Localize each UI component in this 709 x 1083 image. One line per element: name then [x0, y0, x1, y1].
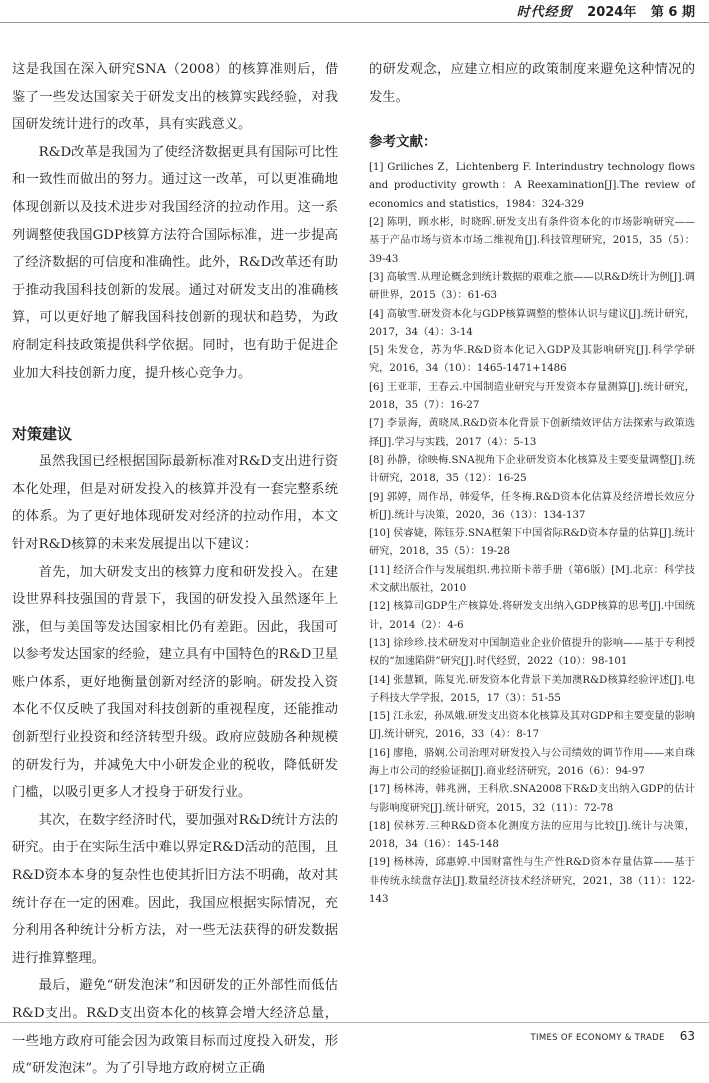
reference-item: [5] 朱发仓，苏为华.R&D资本化记入GDP及其影响研究[J].科学学研究，2016，34（10）：1465-1471+1486	[369, 345, 695, 375]
body-paragraph: 虽然我国已经根据国际最新标准对R&D支出进行资本化处理，但是对研发投入的核算并没有一套完整系统的体系。为了更好地体现研发对经济的拉动作用，本文针对R&D核算的未来发展提出以下建议：	[12, 454, 338, 552]
issue-number: 第 6 期	[650, 5, 695, 20]
reference-item: [13] 徐珍珍.技术研发对中国制造业企业价值提升的影响——基于专利授权的“加速陷阱”研究[J].时代经贸，2022（10）：98-101	[369, 637, 695, 668]
body-paragraph: 其次，在数字经济时代，要加强对R&D统计方法的研究。由于在实际生活中难以界定R&D活动的范围，且R&D资本本身的复杂性也使其折旧方法不明确，故对其统计存在一定的困难。因此，我国应根据实际情况，充分利用各种统计分析方法，对一些无法获得的研发数据进行推算整理。	[12, 812, 338, 966]
body-paragraph: 这是我国在深入研究SNA（2008）的核算准则后，借鉴了一些发达国家关于研发支出的核算实践经验，对我国研发统计进行的改革，具有实践意义。	[12, 62, 338, 133]
reference-item: [19] 杨林涛，邱惠婷.中国财富性与生产性R&D资本存量估算——基于非传统永续盘存法[J].数量经济技术经济研究，2021，38（11）：122-143	[369, 857, 695, 906]
page-footer	[531, 1025, 695, 1041]
reference-item: [3] 高敏雪.从理论概念到统计数据的艰难之旅——以R&D统计为例[J].调研世界，2015（3）：61-63	[369, 271, 695, 302]
body-paragraph: 首先，加大研发支出的核算力度和研发投入。在建设世界科技强国的背景下，我国的研发投入虽然逐年上涨，但与美国等发达国家相比仍有差距。因此，我国可以参考发达国家的经验，建立具有中国特色的R&D卫星账户体系，更好地衡量创新对经济的影响。研发投入资本化不仅反映了我国对科技创新的重视程度，还能推动创新型行业投资和经济转型升级。政府应鼓励各种规模的研发行为，并减免大中小研发企业的税收，降低研发门槛，以吸引更多人才投身于研发行业。	[12, 564, 338, 801]
reference-item: [14] 张慧颖，陈复光.研发资本化背景下美加澳R&D核算经验评述[J].电子科技大学学报，2015，17（3）：51-55	[369, 674, 695, 704]
left-column	[12, 56, 338, 1083]
masthead	[517, 1, 695, 21]
body-paragraph: R&D改革是我国为了使经济数据更具有国际可比性和一致性而做出的努力。通过这一改革，可以更准确地体现创新以及技术进步对我国经济的拉动作用。这一系列调整使我国GDP核算方法符合国际标准，进一步提高了经济数据的可信度和准确性。此外，R&D改革还有助于推动我国科技创新的发展。通过对研发支出的准确核算，可以更好地了解我国科技创新的现状和趋势，为政府制定科技政策提供科学依据。同时，也有助于促进企业加大科技创新力度，提升核心竞争力。	[12, 144, 338, 381]
body-paragraph-continued: 的研发观念，应建立相应的政策制度来避免这种情况的发生。	[369, 62, 695, 105]
reference-item: [1] Griliches Z，Lichtenberg F. Interindustry technology flows and productivity growth：A Reexamination[J].The review of economics and statistics，1984：324-329	[369, 162, 695, 210]
reference-item: [12] 核算司GDP生产核算处.将研发支出纳入GDP核算的思考[J].中国统计，2014（2）：4-6	[369, 601, 695, 631]
reference-item: [17] 杨林涛，韩兆洲，王科欣.SNA2008下R&D支出纳入GDP的估计与影响度研究[J].统计研究，2015，32（11）：72-78	[369, 784, 695, 814]
reference-item: [16] 廖艳，骆娴.公司治理对研发投入与公司绩效的调节作用——来自珠海上市公司的经验证据[J].商业经济研究，2016（6）：94-97	[369, 747, 695, 777]
reference-item: [4] 高敏雪.研发资本化与GDP核算调整的整体认识与建议[J].统计研究，2017，34（4）：3-14	[369, 308, 695, 338]
references-heading: 参考文献：	[369, 134, 437, 151]
reference-item: [11] 经济合作与发展组织.弗拉斯卡蒂手册（第6版）[M].北京：科学技术文献出版社，2010	[369, 564, 695, 595]
issue-year: 2024年	[587, 5, 637, 20]
page-header	[0, 0, 709, 22]
header-divider	[0, 22, 709, 23]
body-paragraph: 最后，避免“研发泡沫”和因研发的正外部性而低估R&D支出。R&D支出资本化的核算会增大经济总量，一些地方政府可能会因为政策目标而过度投入研发，形成“研发泡沫”。为了引导地方政府树立正确	[12, 978, 338, 1077]
reference-item: [6] 王亚菲，王春云.中国制造业研究与开发资本存量测算[J].统计研究，2018，35（7）：16-27	[369, 381, 695, 412]
journal-title: 时代经贸	[516, 5, 573, 20]
reference-list	[369, 159, 695, 909]
footer-divider	[0, 1022, 709, 1023]
reference-item: [9] 郭婷，周作昂，韩爱华，任冬梅.R&D资本化估算及经济增长效应分析[J].统计与决策，2020，36（13）：134-137	[369, 491, 695, 521]
reference-item: [18] 侯林芳.三种R&D资本化测度方法的应用与比较[J].统计与决策，2018，34（16）：145-148	[369, 820, 695, 851]
reference-item: [2] 陈明，顾水彬，时晓晖.研发支出有条件资本化的市场影响研究——基于产品市场与资本市场二维视角[J].科技管理研究，2015，35（5）：39-43	[369, 217, 695, 265]
reference-item: [7] 李景海，黄晓凤.R&D资本化背景下创新绩效评估方法探索与政策选择[J].学习与实践，2017（4）：5-13	[369, 418, 695, 448]
right-column	[369, 56, 695, 909]
page-number: 63	[679, 1029, 695, 1043]
reference-item: [10] 侯睿婕，陈钰芬.SNA框架下中国省际R&D资本存量的估算[J].统计研究，2018，35（5）：19-28	[369, 528, 695, 558]
reference-item: [8] 孙静，徐映梅.SNA视角下企业研发资本化核算及主要变量调整[J].统计研究，2018，35（12）：16-25	[369, 454, 695, 485]
reference-item: [15] 江永宏，孙凤娥.研发支出资本化核算及其对GDP和主要变量的影响[J].统计研究，2016，33（4）：8-17	[369, 711, 695, 741]
section-heading: 对策建议	[12, 425, 73, 444]
journal-english-title: TIMES OF ECONOMY & TRADE	[530, 1033, 665, 1043]
